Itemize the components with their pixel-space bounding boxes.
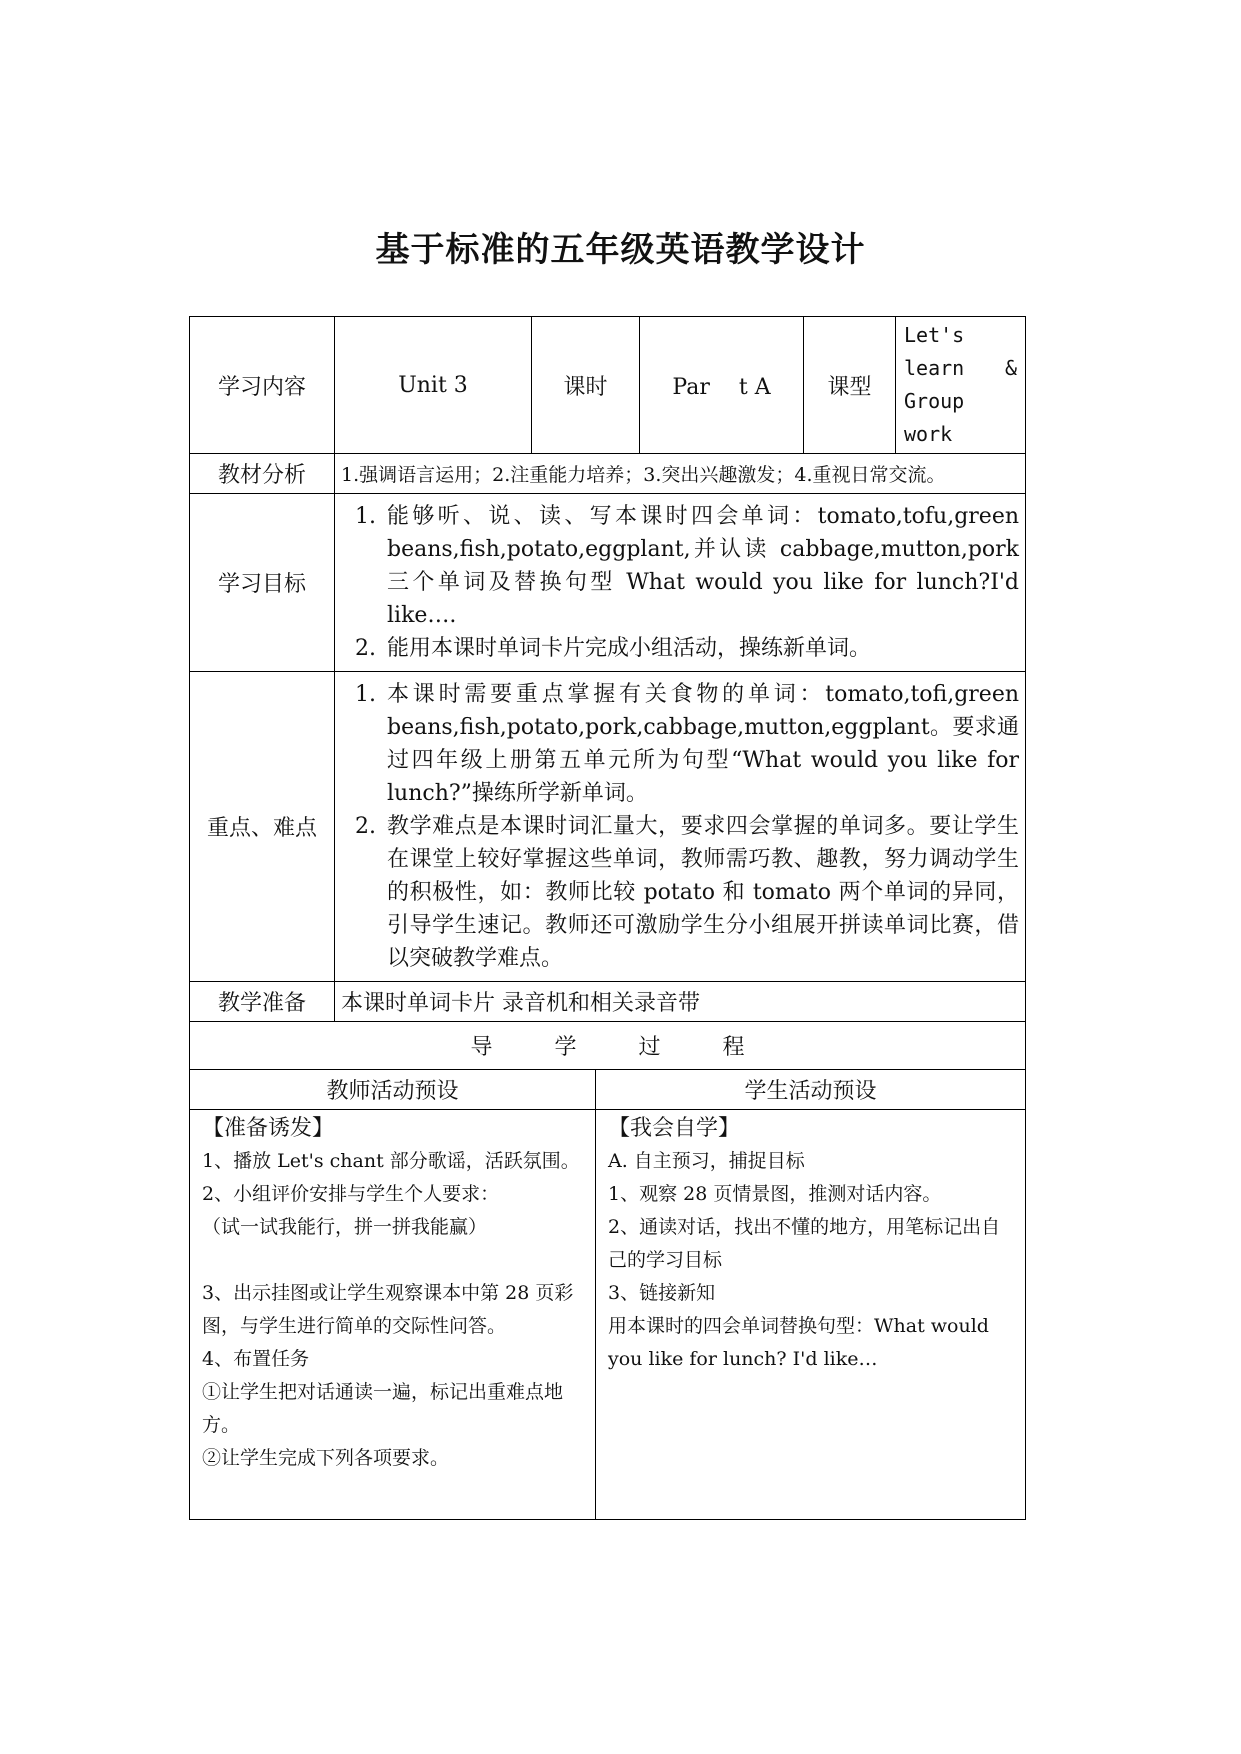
analysis-label: 教材分析 bbox=[190, 454, 335, 494]
prep-text: 本课时单词卡片 录音机和相关录音带 bbox=[335, 982, 1026, 1022]
teacher-line-7: 4、布置任务 bbox=[202, 1348, 310, 1370]
content-label: 学习内容 bbox=[190, 317, 335, 454]
teacher-line-6: 3、出示挂图或让学生观察课本中第 28 页彩图，与学生进行简单的交际性问答。 bbox=[202, 1282, 574, 1337]
teacher-line-9: ②让学生完成下列各项要求。 bbox=[202, 1447, 450, 1469]
period-value: Par t A bbox=[640, 317, 804, 454]
teacher-header: 教师活动预设 bbox=[190, 1070, 596, 1110]
keypoints-label: 重点、难点 bbox=[190, 672, 335, 982]
teacher-line-2: 1、播放 Let's chant 部分歌谣，活跃氛围。 bbox=[202, 1150, 580, 1172]
teacher-activities bbox=[190, 1110, 596, 1520]
teacher-line-1: 【准备诱发】 bbox=[202, 1116, 335, 1141]
lesson-type-value: Let's learn & Group work bbox=[896, 317, 1026, 454]
student-line-2: A. 自主预习，捕捉目标 bbox=[608, 1150, 805, 1172]
keypoints-cell bbox=[335, 672, 1026, 982]
student-line-3: 1、观察 28 页情景图，推测对话内容。 bbox=[608, 1183, 942, 1205]
row-goals bbox=[190, 494, 1026, 672]
period-label: 课时 bbox=[532, 317, 640, 454]
goals-cell bbox=[335, 494, 1026, 672]
student-line-5: 3、链接新知 bbox=[608, 1282, 716, 1304]
goals-list bbox=[335, 494, 1025, 671]
student-line-6: 用本课时的四会单词替换句型：What would you like for lunch? I'd like… bbox=[608, 1315, 989, 1370]
row-analysis bbox=[190, 454, 1026, 494]
teacher-line-3: 2、小组评价安排与学生个人要求： bbox=[202, 1183, 500, 1205]
goal-item-2: 2. 能用本课时单词卡片完成小组活动，操练新单词。 bbox=[383, 632, 1019, 665]
row-activity-headers bbox=[190, 1070, 1026, 1110]
row-process-title bbox=[190, 1022, 1026, 1070]
row-keypoints bbox=[190, 672, 1026, 982]
goals-label: 学习目标 bbox=[190, 494, 335, 672]
row-content bbox=[190, 317, 1026, 454]
analysis-text: 1.强调语言运用；2.注重能力培养；3.突出兴趣激发；4.重视日常交流。 bbox=[335, 454, 1026, 494]
keypoints-list bbox=[335, 672, 1025, 981]
row-activities bbox=[190, 1110, 1026, 1520]
lesson-plan-table bbox=[189, 316, 1026, 1520]
teacher-line-4: （试一试我能行，拼一拼我能赢） bbox=[202, 1216, 488, 1238]
document-title: 基于标准的五年级英语教学设计 bbox=[375, 230, 866, 270]
student-line-4: 2、通读对话，找出不懂的地方，用笔标记出自己的学习目标 bbox=[608, 1216, 1001, 1271]
student-activities bbox=[596, 1110, 1026, 1520]
process-title: 导学过程 bbox=[190, 1022, 1026, 1070]
teacher-line-8: ①让学生把对话通读一遍，标记出重难点地方。 bbox=[202, 1381, 564, 1436]
student-line-1: 【我会自学】 bbox=[608, 1116, 741, 1141]
goal-item-1: 1. 能够听、说、读、写本课时四会单词：tomato,tofu,green beans,fish,potato,eggplant,并认读 cabbage,mutton,pork 三个单词及替换句型 What would you like for lunch?I'd like…. bbox=[383, 500, 1019, 632]
teacher-line-5 bbox=[202, 1244, 589, 1277]
keypoint-item-2: 2. 教学难点是本课时词汇量大，要求四会掌握的单词多。要让学生在课堂上较好掌握这些单词，教师需巧教、趣教，努力调动学生的积极性，如：教师比较 potato 和 tomato 两个单词的异同，引导学生速记。教师还可激励学生分小组展开拼读单词比赛，借以突破教学难点。 bbox=[383, 810, 1019, 975]
student-header: 学生活动预设 bbox=[596, 1070, 1026, 1110]
content-value: Unit 3 bbox=[335, 317, 532, 454]
prep-label: 教学准备 bbox=[190, 982, 335, 1022]
row-prep bbox=[190, 982, 1026, 1022]
lesson-type-label: 课型 bbox=[804, 317, 896, 454]
keypoint-item-1: 1. 本课时需要重点掌握有关食物的单词：tomato,tofi,green beans,fish,potato,pork,cabbage,mutton,eggplant。要求通过四年级上册第五单元所为句型“What would you like for lunch?”操练所学新单词。 bbox=[383, 678, 1019, 810]
